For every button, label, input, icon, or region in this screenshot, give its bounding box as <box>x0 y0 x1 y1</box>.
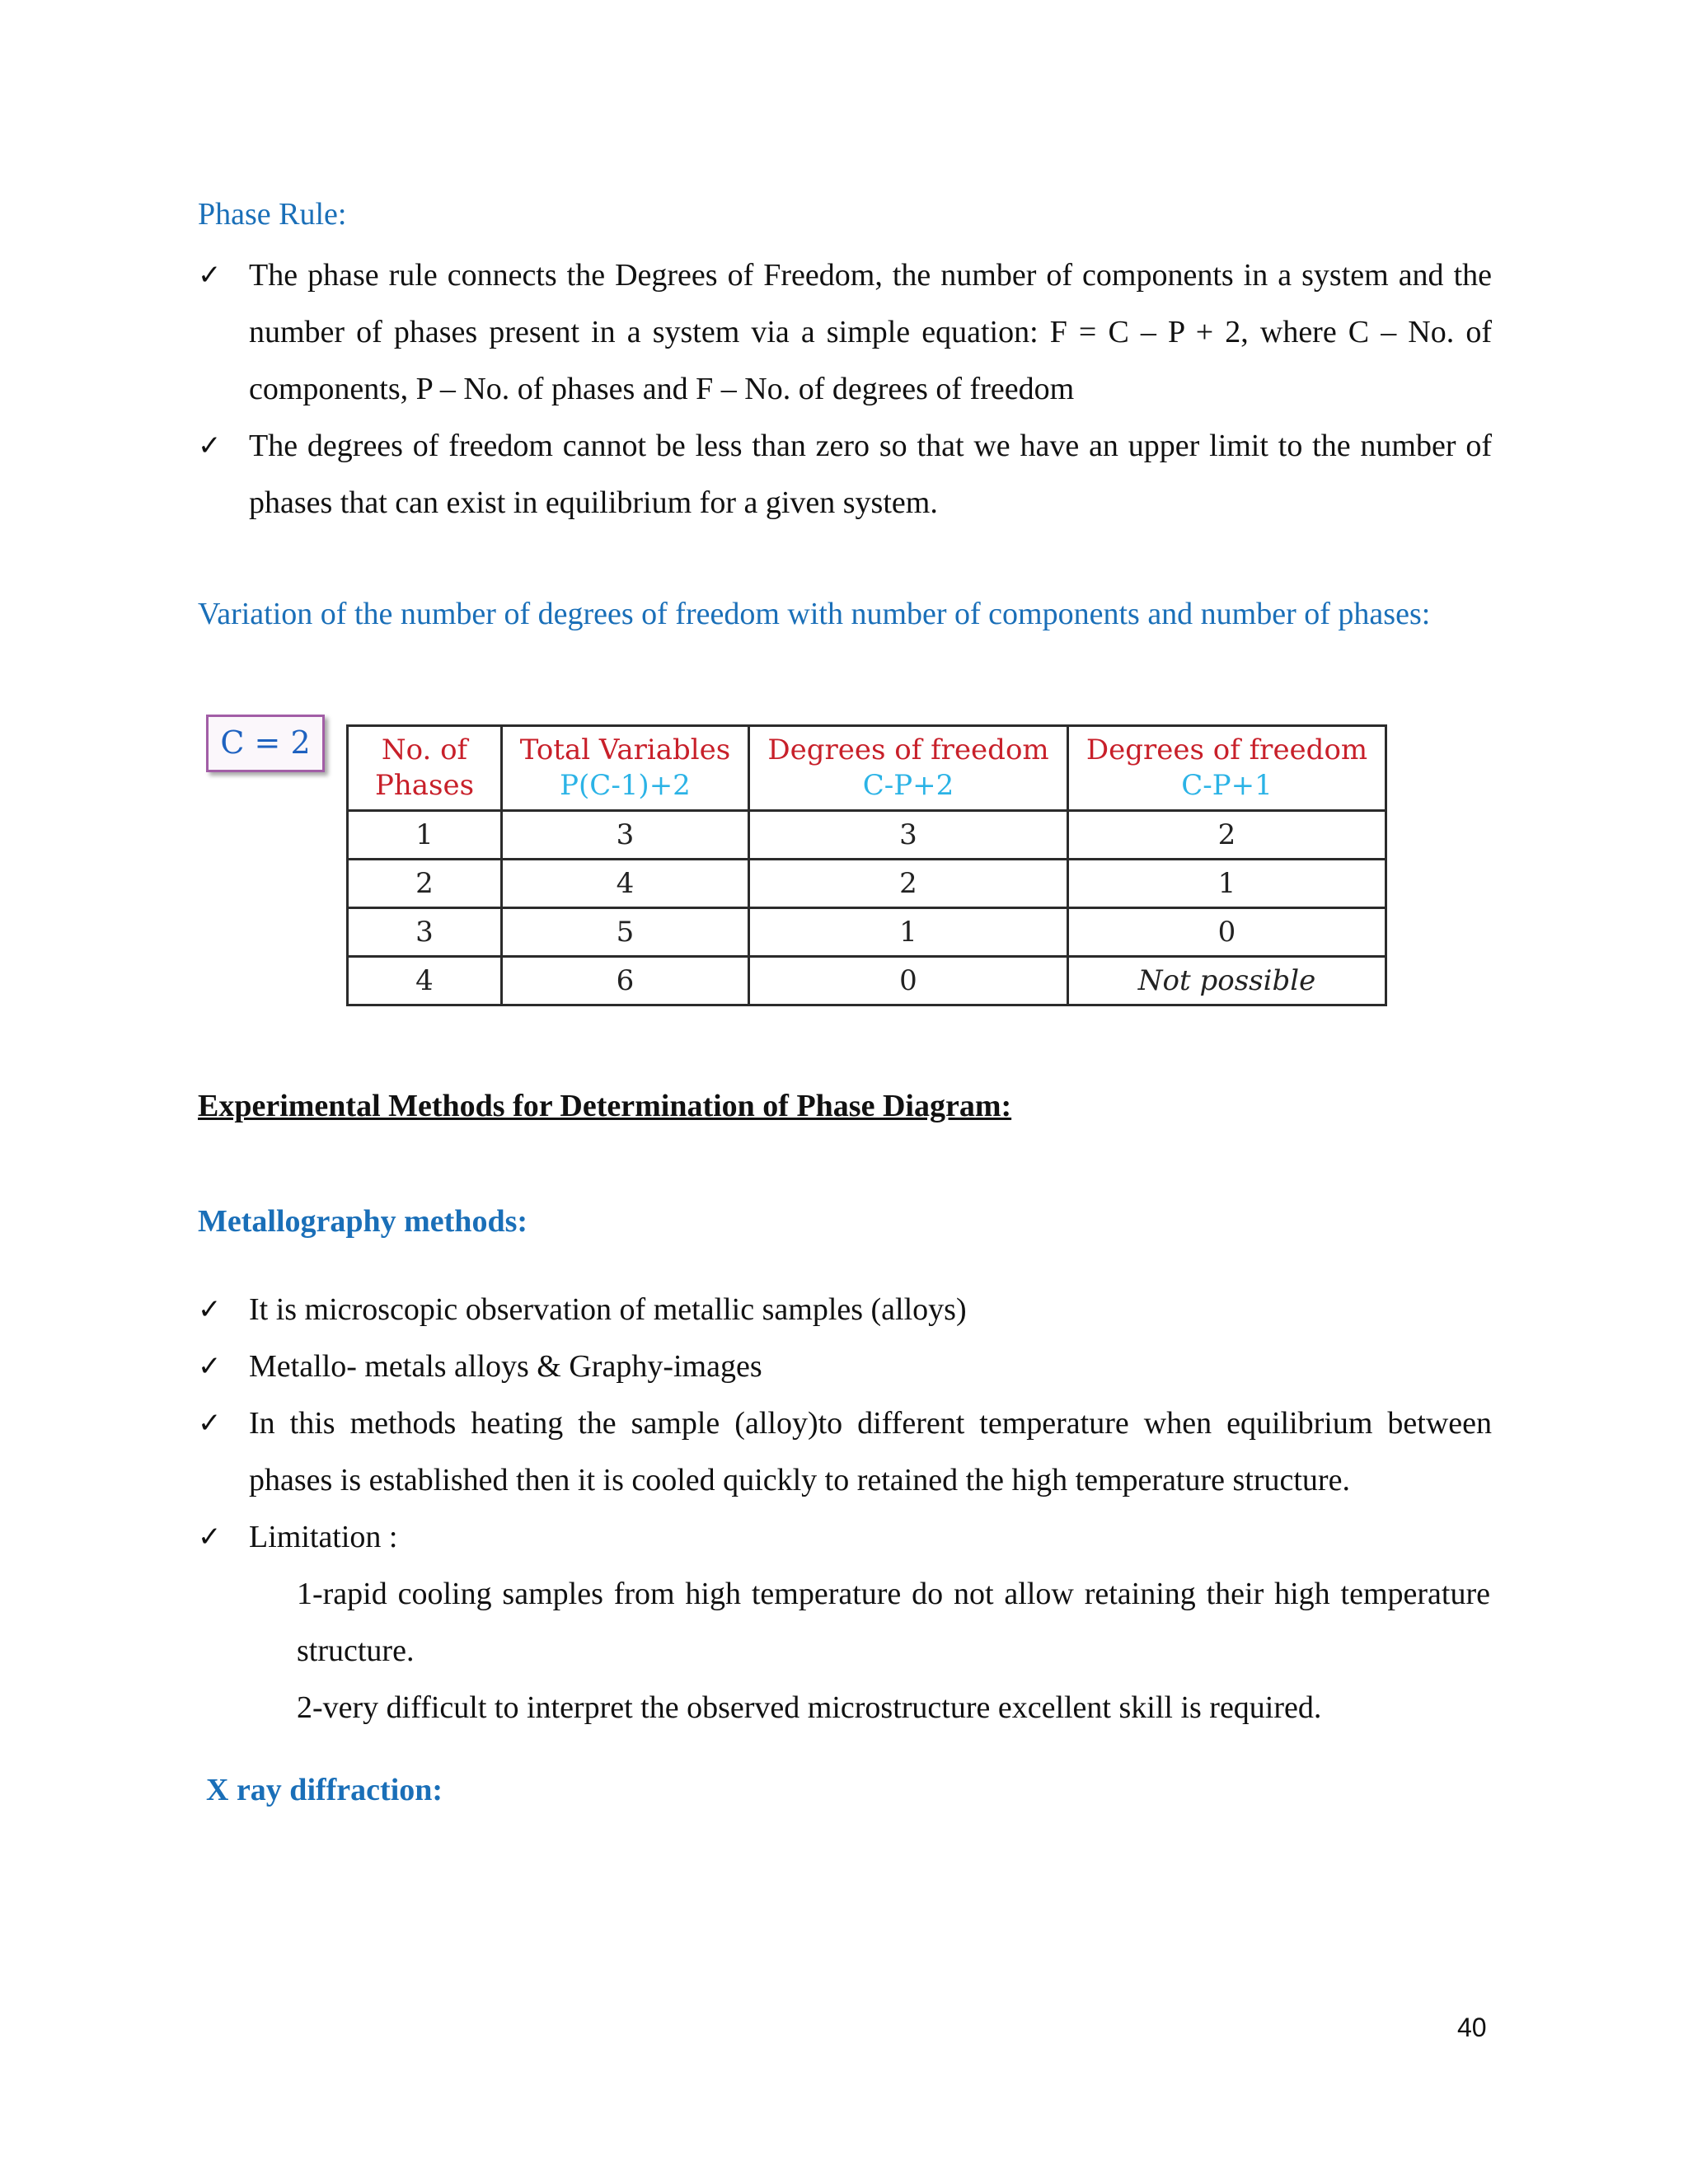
check-icon: ✓ <box>198 1521 222 1554</box>
table-header-row <box>348 726 1386 811</box>
experimental-methods-heading: Experimental Methods for Determination of Phase Diagram: <box>198 1089 1012 1123</box>
table-row <box>348 908 1386 957</box>
table-cell: 3 <box>749 811 1068 860</box>
table-cell: 6 <box>502 957 749 1005</box>
check-icon: ✓ <box>198 1293 222 1326</box>
table-cell: 1 <box>348 811 502 860</box>
table-cell: 0 <box>1068 908 1386 957</box>
table-cell: 3 <box>502 811 749 860</box>
check-icon: ✓ <box>198 1350 222 1383</box>
header-dof-cp1: Degrees of freedom C-P+1 <box>1068 726 1386 811</box>
table-row <box>348 957 1386 1005</box>
limitation-1: 1-rapid cooling samples from high temperature do not allow retaining their high temperature structure. <box>297 1577 1490 1668</box>
metallography-bullet-3: ✓ In this methods heating the sample (alloy)to different temperature when equilibrium between phases is established then it is cooled quickly to retained the high temperature structure. <box>198 1395 1492 1509</box>
metallography-heading: Metallography methods: <box>198 1204 528 1239</box>
table-cell: 5 <box>502 908 749 957</box>
table-cell: 4 <box>502 860 749 908</box>
table-cell: 4 <box>348 957 502 1005</box>
header-phases: No. of Phases <box>348 726 502 811</box>
check-icon: ✓ <box>198 429 222 462</box>
table-row <box>348 811 1386 860</box>
table-cell: 1 <box>1068 860 1386 908</box>
table-cell: 2 <box>1068 811 1386 860</box>
metallography-bullet-1: ✓ It is microscopic observation of metallic samples (alloys) <box>198 1282 1492 1338</box>
degrees-of-freedom-table <box>346 724 1387 1006</box>
table-row <box>348 860 1386 908</box>
check-icon: ✓ <box>198 259 222 292</box>
header-dof-cp2: Degrees of freedom C-P+2 <box>749 726 1068 811</box>
metallography-bullet-2: ✓ Metallo- metals alloys & Graphy-images <box>198 1338 1492 1395</box>
table-cell-not-possible: Not possible <box>1068 957 1386 1005</box>
limitation-2: 2-very difficult to interpret the observed microstructure excellent skill is required. <box>297 1690 1322 1725</box>
table-cell: 3 <box>348 908 502 957</box>
check-icon: ✓ <box>198 1407 222 1440</box>
page-number: 40 <box>1457 2013 1487 2042</box>
phase-rule-bullet-2: ✓ The degrees of freedom cannot be less than zero so that we have an upper limit to the number of phases that can exist in equilibrium for a given system. <box>198 418 1492 532</box>
components-label: C = 2 <box>206 715 325 772</box>
xray-heading: X ray diffraction: <box>206 1773 443 1807</box>
table-cell: 1 <box>749 908 1068 957</box>
header-total-variables: Total Variables P(C-1)+2 <box>502 726 749 811</box>
table-cell: 2 <box>749 860 1068 908</box>
metallography-bullet-4: ✓ Limitation : <box>198 1509 1492 1566</box>
variation-heading: Variation of the number of degrees of freedom with number of components and number of phases: <box>198 597 1431 631</box>
table-cell: 0 <box>749 957 1068 1005</box>
phase-rule-heading: Phase Rule: <box>198 197 347 232</box>
table-cell: 2 <box>348 860 502 908</box>
phase-rule-bullet-1: ✓ The phase rule connects the Degrees of Freedom, the number of components in a system and the number of phases present in a system via a simple equation: F = C – P + 2, where C – No. of components, P – No. of phases and F – No. of degrees of freedom <box>198 247 1492 418</box>
